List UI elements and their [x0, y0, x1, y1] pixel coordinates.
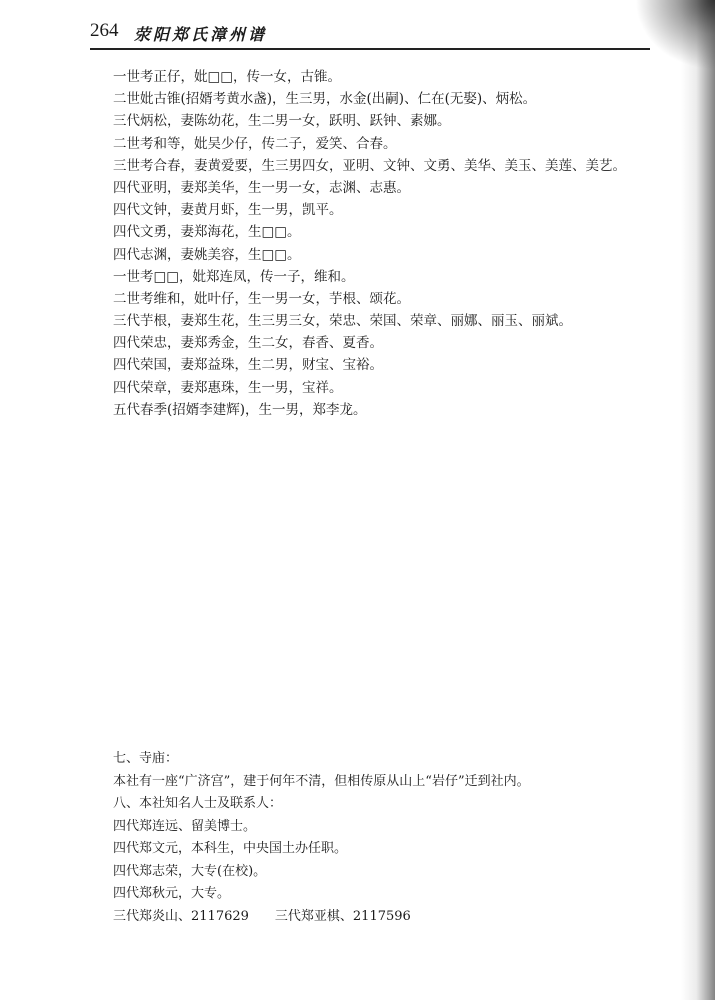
notable-entry: 四代郑文元，本科生，中央国土办任职。 — [113, 841, 348, 856]
scan-corner-shadow — [635, 0, 715, 70]
genealogy-line: 四代文勇，妻郑海花，生□□。 — [113, 224, 301, 241]
genealogy-line: 三代炳松，妻陈幼花，生二男一女，跃明、跃钟、素娜。 — [113, 113, 451, 130]
genealogy-section — [113, 66, 673, 421]
genealogy-line: 四代亚明，妻郑美华，生一男一女，志渊、志惠。 — [113, 179, 410, 196]
notables-heading: 八、本社知名人士及联系人： — [113, 796, 283, 811]
genealogy-line: 五代春季(招婿李建辉)，生一男，郑李龙。 — [113, 401, 367, 418]
genealogy-line: 三代芋根，妻郑生花，生三男三女，荣忠、荣国、荣章、丽娜、丽玉、丽斌。 — [113, 313, 572, 330]
notable-entry: 四代郑秋元，大专。 — [113, 886, 231, 901]
temple-text: 本社有一座“广济宫”，建于何年不清，但相传原从山上“岩仔”迁到社内。 — [113, 773, 530, 789]
page-number: 264 — [90, 20, 119, 41]
genealogy-line: 四代荣国，妻郑益珠，生二男，财宝、宝裕。 — [113, 357, 383, 374]
genealogy-line: 四代荣忠，妻郑秀金，生二女，春香、夏香。 — [113, 335, 383, 352]
genealogy-line: 三世考合春，妻黄爱要，生三男四女，亚明、文钟、文勇、美华、美玉、美莲、美艺。 — [113, 157, 626, 174]
contact-entry: 三代郑炎山、2117629 — [113, 908, 249, 924]
genealogy-line: 四代志渊，妻姚美容，生□□。 — [113, 246, 301, 263]
genealogy-line: 二世考维和，妣叶仔，生一男一女，芋根、颂花。 — [113, 290, 410, 307]
genealogy-line: 一世考□□，妣郑连凤，传一子，维和。 — [113, 268, 355, 285]
genealogy-line: 四代文钟，妻黄月虾，生一男，凯平。 — [113, 202, 343, 219]
genealogy-line: 二世妣古锥(招婿考黄水盏)，生三男，水金(出嗣)、仁在(无娶)、炳松。 — [113, 91, 537, 108]
contact-line — [113, 906, 673, 929]
genealogy-line: 二世考和等，妣吴少仔，传二子，爱笑、合春。 — [113, 135, 397, 152]
notable-entry: 四代郑连远、留美博士。 — [113, 818, 257, 834]
temple-heading: 七、寺庙： — [113, 751, 179, 766]
info-sections — [113, 748, 673, 928]
book-title: 荥阳郑氏漳州谱 — [134, 25, 268, 44]
genealogy-line: 一世考正仔，妣□□，传一女，古锥。 — [113, 69, 342, 85]
notable-entry: 四代郑志荣，大专(在校)。 — [113, 863, 267, 879]
genealogy-line: 四代荣章，妻郑惠珠，生一男，宝祥。 — [113, 379, 343, 396]
contact-entry: 三代郑亚棋、2117596 — [274, 908, 411, 924]
scan-edge-shadow — [681, 0, 715, 1000]
page-header — [90, 18, 650, 50]
